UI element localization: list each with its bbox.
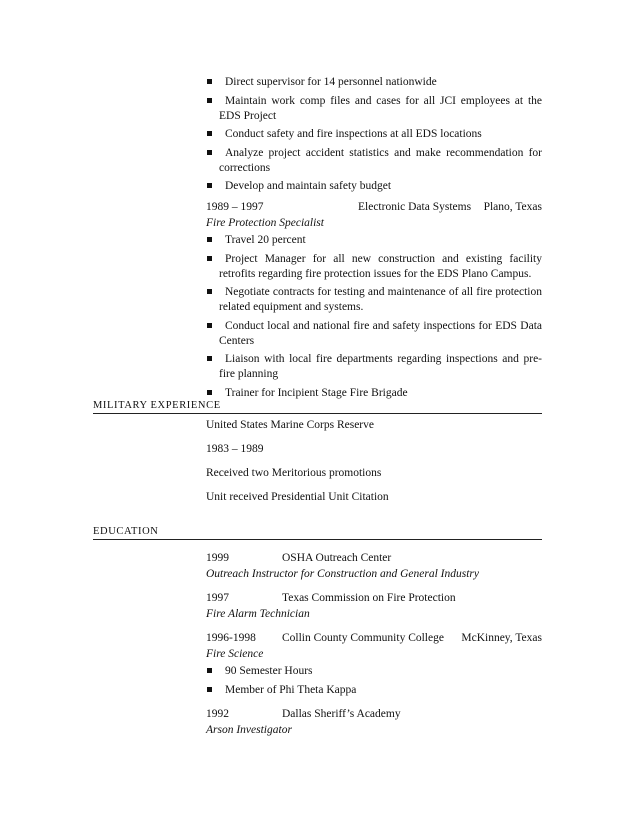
bullet-icon [207, 356, 212, 361]
bullet-icon [207, 183, 212, 188]
bullet-icon [207, 390, 212, 395]
list-item: 90 Semester Hours [206, 664, 542, 679]
education-year: 1999 [206, 552, 229, 564]
job2-bullet-list [206, 233, 542, 404]
list-item: Member of Phi Theta Kappa [206, 683, 542, 698]
education-title: Fire Alarm Technician [206, 608, 310, 620]
military-section-heading: MILITARY EXPERIENCE [93, 399, 542, 414]
job2-location: Plano, Texas [483, 201, 542, 213]
education-entry [206, 630, 542, 662]
job2-header [206, 199, 542, 231]
list-item: Analyze project accident statistics and make recommendation for corrections [206, 146, 542, 176]
education-section-heading: EDUCATION [93, 525, 542, 540]
education-year: 1992 [206, 708, 229, 720]
education-entry [206, 550, 542, 582]
list-item: Negotiate contracts for testing and maintenance of all fire protection related equipment and systems. [206, 285, 542, 315]
military-line: United States Marine Corps Reserve [206, 419, 374, 431]
education-school: OSHA Outreach Center [282, 552, 392, 564]
list-item: Direct supervisor for 14 personnel nationwide [206, 75, 542, 90]
military-line: 1983 – 1989 [206, 443, 264, 455]
list-item: Maintain work comp files and cases for all JCI employees at the EDS Project [206, 94, 542, 124]
job2-dates: 1989 – 1997 [206, 201, 264, 213]
education-title: Arson Investigator [206, 724, 292, 736]
bullet-icon [207, 237, 212, 242]
job1-bullet-list [206, 75, 542, 198]
job2-title: Fire Protection Specialist [206, 217, 324, 229]
list-item: Develop and maintain safety budget [206, 179, 542, 194]
bullet-icon [207, 323, 212, 328]
military-line: Unit received Presidential Unit Citation [206, 491, 389, 503]
education-title: Fire Science [206, 648, 264, 660]
education-title: Outreach Instructor for Construction and General Industry [206, 568, 480, 580]
job2-company: Electronic Data Systems [358, 201, 472, 213]
education-entry [206, 590, 542, 622]
bullet-icon [207, 256, 212, 261]
college-bullet-list [206, 664, 542, 701]
list-item: Trainer for Incipient Stage Fire Brigade [206, 386, 542, 401]
list-item: Project Manager for all new construction and existing facility retrofits regarding fire protection issues for the EDS Plano Campus. [206, 252, 542, 282]
list-item: Conduct safety and fire inspections at all EDS locations [206, 127, 542, 142]
education-school: Collin County Community College [282, 632, 444, 644]
bullet-icon [207, 98, 212, 103]
bullet-icon [207, 79, 212, 84]
list-item: Conduct local and national fire and safety inspections for EDS Data Centers [206, 319, 542, 349]
education-year: 1996-1998 [206, 632, 256, 644]
bullet-icon [207, 289, 212, 294]
bullet-icon [207, 687, 212, 692]
list-item: Travel 20 percent [206, 233, 542, 248]
education-entry [206, 706, 542, 738]
education-year: 1997 [206, 592, 229, 604]
bullet-icon [207, 668, 212, 673]
education-location: McKinney, Texas [461, 632, 542, 644]
military-line: Received two Meritorious promotions [206, 467, 382, 479]
education-school: Texas Commission on Fire Protection [282, 592, 456, 604]
bullet-icon [207, 150, 212, 155]
bullet-icon [207, 131, 212, 136]
list-item: Liaison with local fire departments regarding inspections and pre-fire planning [206, 352, 542, 382]
education-school: Dallas Sheriff’s Academy [282, 708, 401, 720]
